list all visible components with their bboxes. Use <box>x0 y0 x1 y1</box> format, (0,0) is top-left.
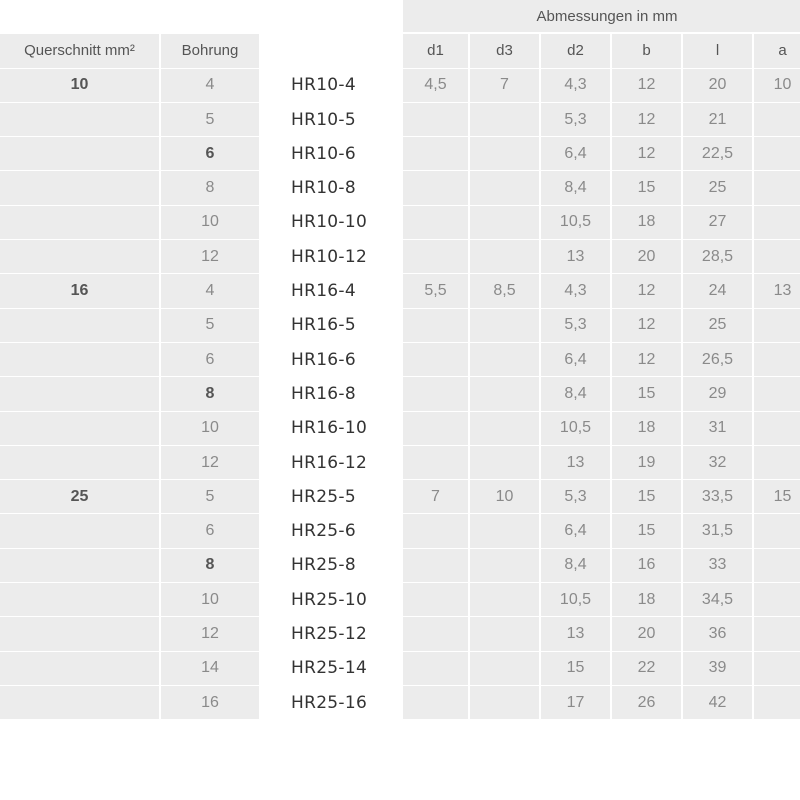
d2-cell: 17 <box>541 686 610 719</box>
a-cell <box>754 103 800 136</box>
l-cell: 24 <box>683 274 752 307</box>
d2-cell: 6,4 <box>541 137 610 170</box>
d1-cell <box>403 206 468 239</box>
querschnitt-cell <box>0 137 159 170</box>
a-cell: 10 <box>754 69 800 102</box>
b-cell: 12 <box>612 137 681 170</box>
bohrung-cell: 14 <box>161 652 259 685</box>
article-code: HR16-6 <box>261 343 401 376</box>
querschnitt-cell <box>0 343 159 376</box>
l-cell: 39 <box>683 652 752 685</box>
article-code: HR10-8 <box>261 171 401 204</box>
bohrung-cell: 12 <box>161 240 259 273</box>
querschnitt-cell <box>0 652 159 685</box>
l-cell: 33,5 <box>683 480 752 513</box>
bohrung-cell: 8 <box>161 377 259 410</box>
article-code: HR10-6 <box>261 137 401 170</box>
d3-cell <box>470 412 539 445</box>
b-cell: 26 <box>612 686 681 719</box>
b-cell: 15 <box>612 171 681 204</box>
bohrung-cell: 6 <box>161 343 259 376</box>
empty-header <box>261 0 401 33</box>
d3-cell <box>470 617 539 650</box>
a-cell <box>754 617 800 650</box>
querschnitt-cell <box>0 617 159 650</box>
d3-cell <box>470 343 539 376</box>
d2-cell: 5,3 <box>541 309 610 342</box>
column-header-querschnitt: Querschnitt mm² <box>0 34 159 67</box>
querschnitt-cell <box>0 412 159 445</box>
b-cell: 12 <box>612 274 681 307</box>
b-cell: 12 <box>612 309 681 342</box>
d3-cell <box>470 549 539 582</box>
a-cell <box>754 412 800 445</box>
d1-cell <box>403 412 468 445</box>
querschnitt-cell <box>0 514 159 547</box>
d1-cell <box>403 137 468 170</box>
a-cell: 13 <box>754 274 800 307</box>
d2-cell: 10,5 <box>541 206 610 239</box>
d2-cell: 15 <box>541 652 610 685</box>
b-cell: 19 <box>612 446 681 479</box>
article-code: HR25-12 <box>261 617 401 650</box>
column-header-code-empty <box>261 34 401 67</box>
a-cell <box>754 240 800 273</box>
b-cell: 15 <box>612 514 681 547</box>
a-cell <box>754 309 800 342</box>
bohrung-cell: 8 <box>161 549 259 582</box>
bohrung-cell: 5 <box>161 103 259 136</box>
article-code: HR25-8 <box>261 549 401 582</box>
d3-cell <box>470 137 539 170</box>
article-code: HR25-6 <box>261 514 401 547</box>
d1-cell <box>403 617 468 650</box>
querschnitt-cell <box>0 309 159 342</box>
d2-cell: 13 <box>541 446 610 479</box>
bohrung-cell: 16 <box>161 686 259 719</box>
l-cell: 29 <box>683 377 752 410</box>
querschnitt-cell <box>0 377 159 410</box>
querschnitt-cell <box>0 206 159 239</box>
d3-cell <box>470 206 539 239</box>
a-cell: 15 <box>754 480 800 513</box>
d1-cell <box>403 377 468 410</box>
l-cell: 25 <box>683 171 752 204</box>
d3-cell <box>470 171 539 204</box>
d2-cell: 8,4 <box>541 549 610 582</box>
column-header-d1: d1 <box>403 34 468 67</box>
d2-cell: 6,4 <box>541 343 610 376</box>
d2-cell: 5,3 <box>541 103 610 136</box>
querschnitt-cell <box>0 240 159 273</box>
a-cell <box>754 171 800 204</box>
bohrung-cell: 10 <box>161 583 259 616</box>
d1-cell: 5,5 <box>403 274 468 307</box>
d3-cell: 7 <box>470 69 539 102</box>
article-code: HR16-4 <box>261 274 401 307</box>
group-header-abmessungen: Abmessungen in mm <box>403 0 800 32</box>
l-cell: 31 <box>683 412 752 445</box>
querschnitt-cell: 16 <box>0 274 159 307</box>
empty-header <box>161 0 259 33</box>
d2-cell: 6,4 <box>541 514 610 547</box>
d3-cell: 10 <box>470 480 539 513</box>
column-header-a: a <box>754 34 800 67</box>
l-cell: 34,5 <box>683 583 752 616</box>
d2-cell: 10,5 <box>541 583 610 616</box>
d1-cell <box>403 652 468 685</box>
b-cell: 12 <box>612 343 681 376</box>
column-header-bohrung: Bohrung <box>161 34 259 67</box>
article-code: HR16-10 <box>261 412 401 445</box>
article-code: HR25-14 <box>261 652 401 685</box>
empty-header <box>0 0 159 33</box>
b-cell: 15 <box>612 377 681 410</box>
article-code: HR10-4 <box>261 69 401 102</box>
b-cell: 18 <box>612 412 681 445</box>
bohrung-cell: 5 <box>161 309 259 342</box>
d1-cell <box>403 686 468 719</box>
d3-cell <box>470 446 539 479</box>
d2-cell: 8,4 <box>541 377 610 410</box>
bohrung-cell: 10 <box>161 412 259 445</box>
b-cell: 18 <box>612 206 681 239</box>
l-cell: 36 <box>683 617 752 650</box>
b-cell: 16 <box>612 549 681 582</box>
l-cell: 26,5 <box>683 343 752 376</box>
l-cell: 21 <box>683 103 752 136</box>
bohrung-cell: 12 <box>161 617 259 650</box>
l-cell: 32 <box>683 446 752 479</box>
column-header-d3: d3 <box>470 34 539 67</box>
article-code: HR16-8 <box>261 377 401 410</box>
bohrung-cell: 8 <box>161 171 259 204</box>
d1-cell <box>403 171 468 204</box>
a-cell <box>754 583 800 616</box>
l-cell: 28,5 <box>683 240 752 273</box>
d3-cell <box>470 309 539 342</box>
d3-cell <box>470 686 539 719</box>
d3-cell <box>470 103 539 136</box>
d1-cell: 7 <box>403 480 468 513</box>
d1-cell <box>403 240 468 273</box>
querschnitt-cell: 10 <box>0 69 159 102</box>
article-code: HR25-5 <box>261 480 401 513</box>
bohrung-cell: 4 <box>161 274 259 307</box>
d3-cell <box>470 583 539 616</box>
d3-cell <box>470 514 539 547</box>
article-code: HR25-10 <box>261 583 401 616</box>
b-cell: 12 <box>612 103 681 136</box>
a-cell <box>754 343 800 376</box>
querschnitt-cell: 25 <box>0 480 159 513</box>
d1-cell <box>403 446 468 479</box>
querschnitt-cell <box>0 171 159 204</box>
article-code: HR16-5 <box>261 309 401 342</box>
querschnitt-cell <box>0 583 159 616</box>
l-cell: 25 <box>683 309 752 342</box>
column-header-b: b <box>612 34 681 67</box>
l-cell: 33 <box>683 549 752 582</box>
article-code: HR10-5 <box>261 103 401 136</box>
b-cell: 20 <box>612 617 681 650</box>
bohrung-cell: 10 <box>161 206 259 239</box>
d2-cell: 10,5 <box>541 412 610 445</box>
a-cell <box>754 686 800 719</box>
b-cell: 18 <box>612 583 681 616</box>
l-cell: 27 <box>683 206 752 239</box>
a-cell <box>754 206 800 239</box>
b-cell: 22 <box>612 652 681 685</box>
d2-cell: 13 <box>541 617 610 650</box>
d2-cell: 5,3 <box>541 480 610 513</box>
b-cell: 15 <box>612 480 681 513</box>
d1-cell <box>403 549 468 582</box>
querschnitt-cell <box>0 103 159 136</box>
l-cell: 42 <box>683 686 752 719</box>
article-code: HR16-12 <box>261 446 401 479</box>
article-code: HR10-12 <box>261 240 401 273</box>
bohrung-cell: 4 <box>161 69 259 102</box>
querschnitt-cell <box>0 686 159 719</box>
article-code: HR25-16 <box>261 686 401 719</box>
d3-cell: 8,5 <box>470 274 539 307</box>
d1-cell <box>403 514 468 547</box>
d1-cell <box>403 583 468 616</box>
d3-cell <box>470 377 539 410</box>
d1-cell <box>403 343 468 376</box>
a-cell <box>754 514 800 547</box>
d1-cell <box>403 103 468 136</box>
bohrung-cell: 5 <box>161 480 259 513</box>
querschnitt-cell <box>0 446 159 479</box>
d2-cell: 8,4 <box>541 171 610 204</box>
d3-cell <box>470 240 539 273</box>
a-cell <box>754 446 800 479</box>
l-cell: 20 <box>683 69 752 102</box>
d1-cell <box>403 309 468 342</box>
l-cell: 31,5 <box>683 514 752 547</box>
a-cell <box>754 652 800 685</box>
column-header-d2: d2 <box>541 34 610 67</box>
d2-cell: 4,3 <box>541 69 610 102</box>
bohrung-cell: 6 <box>161 514 259 547</box>
d2-cell: 13 <box>541 240 610 273</box>
bohrung-cell: 6 <box>161 137 259 170</box>
b-cell: 12 <box>612 69 681 102</box>
d2-cell: 4,3 <box>541 274 610 307</box>
a-cell <box>754 137 800 170</box>
d3-cell <box>470 652 539 685</box>
l-cell: 22,5 <box>683 137 752 170</box>
querschnitt-cell <box>0 549 159 582</box>
a-cell <box>754 549 800 582</box>
bohrung-cell: 12 <box>161 446 259 479</box>
b-cell: 20 <box>612 240 681 273</box>
a-cell <box>754 377 800 410</box>
article-code: HR10-10 <box>261 206 401 239</box>
column-header-l: l <box>683 34 752 67</box>
d1-cell: 4,5 <box>403 69 468 102</box>
